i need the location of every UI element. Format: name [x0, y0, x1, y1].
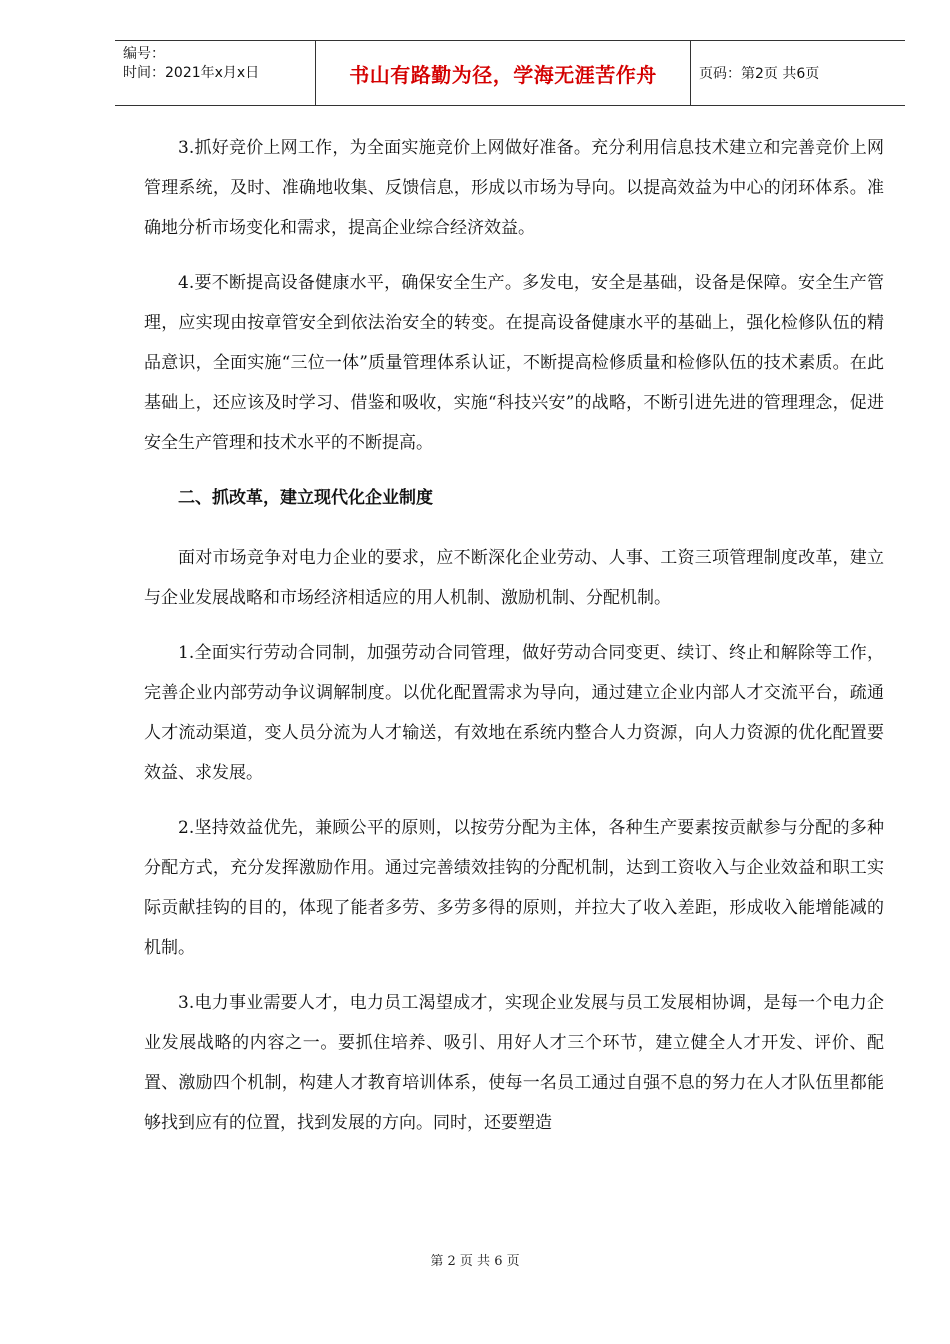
document-number-label: 编号： — [123, 46, 165, 62]
header-meta — [115, 41, 315, 105]
paragraph-reform-intro: 面对市场竞争对电力企业的要求，应不断深化企业劳动、人事、工资三项管理制度改革，建立与企业发展战略和市场经济相适应的用人机制、激励机制、分配机制。 — [144, 548, 884, 608]
paragraph-labor-contract: 1.全面实行劳动合同制，加强劳动合同管理，做好劳动合同变更、续订、终止和解除等工作，完善企业内部劳动争议调解制度。以优化配置需求为导向，通过建立企业内部人才交流平台，疏通人才流动渠道，变人员分流为人才输送，有效地在系统内整合人力资源，向人力资源的优化配置要效益、求发展。 — [144, 643, 884, 783]
header-page-info: 页码：第2页 共6页 — [699, 66, 820, 82]
document-body — [144, 128, 884, 1158]
page-header — [115, 40, 905, 106]
paragraph-competitive-bidding: 3.抓好竞价上网工作，为全面实施竞价上网做好准备。充分利用信息技术建立和完善竞价上网管理系统，及时、准确地收集、反馈信息，形成以市场为导向。以提高效益为中心的闭环体系。准确地分析市场变化和需求，提高企业综合经济效益。 — [144, 138, 884, 238]
document-date: 时间：2021年x月x日 — [123, 65, 260, 81]
paragraph-talent: 3.电力事业需要人才，电力员工渴望成才，实现企业发展与员工发展相协调，是每一个电力企业发展战略的内容之一。要抓住培养、吸引、用好人才三个环节，建立健全人才开发、评价、配置、激励四个机制，构建人才教育培训体系，使每一名员工通过自强不息的努力在人才队伍里都能够找到应有的位置，找到发展的方向。同时，还要塑造 — [144, 993, 884, 1133]
page-footer: 第 2 页 共 6 页 — [430, 1254, 520, 1269]
paragraph-distribution: 2.坚持效益优先，兼顾公平的原则，以按劳分配为主体，各种生产要素按贡献参与分配的多种分配方式，充分发挥激励作用。通过完善绩效挂钩的分配机制，达到工资收入与企业效益和职工实际贡献挂钩的目的，体现了能者多劳、多劳多得的原则，并拉大了收入差距，形成收入能增能减的机制。 — [144, 818, 884, 958]
paragraph-equipment-safety: 4.要不断提高设备健康水平，确保安全生产。多发电，安全是基础，设备是保障。安全生产管理，应实现由按章管安全到依法治安全的转变。在提高设备健康水平的基础上，强化检修队伍的精品意识，全面实施“三位一体”质量管理体系认证，不断提高检修质量和检修队伍的技术素质。在此基础上，还应该及时学习、借鉴和吸收，实施“科技兴安”的战略，不断引进先进的管理理念，促进安全生产管理和技术水平的不断提高。 — [144, 273, 884, 453]
section-heading-reform: 二、抓改革，建立现代化企业制度 — [178, 488, 433, 508]
header-motto-cell — [315, 41, 691, 105]
header-motto: 书山有路勤为径，学海无涯苦作舟 — [349, 62, 657, 87]
